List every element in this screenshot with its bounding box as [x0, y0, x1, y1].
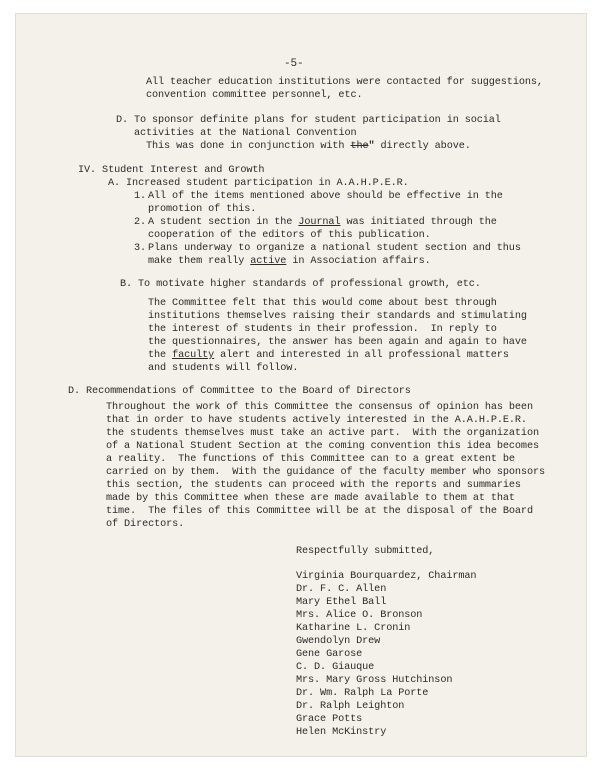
a-item-2-line-2: cooperation of the editors of this publication.	[148, 230, 431, 241]
section-iv-a-heading: A. Increased student participation in A.A.H.P.E.R.	[108, 178, 409, 189]
section-d-line-6: carried on by them. With the guidance of the faculty member who sponsors	[106, 467, 545, 478]
top-paragraph-line-2: convention committee personnel, etc.	[146, 90, 363, 101]
item-d-line-1: To sponsor definite plans for student participation in social	[134, 115, 501, 126]
a-item-3-line-2: make them really active in Association affairs.	[148, 256, 431, 267]
handwritten-mark: "	[368, 141, 375, 152]
section-d-line-10: of Directors.	[106, 519, 185, 530]
journal-underlined: Journal	[298, 217, 341, 228]
section-iv-heading: IV. Student Interest and Growth	[78, 165, 265, 176]
b-para-line-5: the faculty alert and interested in all professional matters	[148, 350, 509, 361]
section-d-line-1: Throughout the work of this Committee the consensus of opinion has been	[106, 402, 533, 413]
item-d-line-2: activities at the National Convention	[134, 128, 357, 139]
signatory: Gwendolyn Drew	[296, 636, 381, 647]
item-d-note: This was done in conjunction with the" directly above.	[146, 141, 471, 152]
section-d-line-4: of a National Student Section at the coming convention this idea becomes	[106, 441, 539, 452]
signatory: C. D. Giauque	[296, 662, 375, 673]
signatory: Dr. Ralph Leighton	[296, 701, 405, 712]
a-item-3-line-1: Plans underway to organize a national student section and thus	[148, 243, 521, 254]
faculty-underlined: faculty	[172, 350, 215, 361]
signatory: Dr. Wm. Ralph La Porte	[296, 688, 429, 699]
section-d-heading: D. Recommendations of Committee to the Board of Directors	[68, 386, 411, 397]
a-item-1-line-1: All of the items mentioned above should be effective in the	[148, 191, 503, 202]
b-para-line-4: the questionnaires, the answer has been again and again to have	[148, 337, 527, 348]
section-d-line-9: time. The files of this Committee will be at the disposal of the Board	[106, 506, 533, 517]
a-item-2-line-1: A student section in the Journal was initiated through the	[148, 217, 497, 228]
signatory: Virginia Bourquardez, Chairman	[296, 571, 477, 582]
page-number: -5-	[284, 58, 304, 70]
section-iv-b-heading: B. To motivate higher standards of professional growth, etc.	[120, 279, 481, 290]
signatory: Mary Ethel Ball	[296, 597, 387, 608]
signatory: Grace Potts	[296, 714, 363, 725]
item-d-marker: D.	[116, 115, 129, 126]
b-para-line-1: The Committee felt that this would come about best through	[148, 298, 497, 309]
a-item-1-num: 1.	[134, 191, 147, 202]
signatory: Mrs. Mary Gross Hutchinson	[296, 675, 453, 686]
a-item-2-num: 2.	[134, 217, 147, 228]
signatory: Mrs. Alice O. Bronson	[296, 610, 423, 621]
signatory: Dr. F. C. Allen	[296, 584, 387, 595]
section-d-line-2: that in order to have students actively interested in the A.A.H.P.E.R.	[106, 415, 527, 426]
document-page	[16, 14, 586, 756]
b-para-line-3: the interest of students in their profession. In reply to	[148, 324, 497, 335]
a-item-3-num: 3.	[134, 243, 147, 254]
a-item-1-line-2: promotion of this.	[148, 204, 257, 215]
active-underlined: active	[250, 256, 287, 267]
top-paragraph-line-1: All teacher education institutions were contacted for suggestions,	[146, 77, 543, 88]
section-d-line-3: the students themselves must take an active part. With the organization	[106, 428, 539, 439]
section-d-line-8: made by this Committee when these are made available to them at that	[106, 493, 515, 504]
signatory: Helen McKinstry	[296, 727, 387, 738]
signatory: Gene Garose	[296, 649, 363, 660]
closing: Respectfully submitted,	[296, 546, 435, 557]
b-para-line-6: and students will follow.	[148, 363, 299, 374]
b-para-line-2: institutions themselves raising their standards and stimulating	[148, 311, 527, 322]
struck-word: the	[350, 141, 369, 152]
section-d-line-7: this section, the students can proceed with the reports and summaries	[106, 480, 521, 491]
section-d-line-5: a reality. The functions of this Committee can to a great extent be	[106, 454, 515, 465]
signatory: Katharine L. Cronin	[296, 623, 411, 634]
